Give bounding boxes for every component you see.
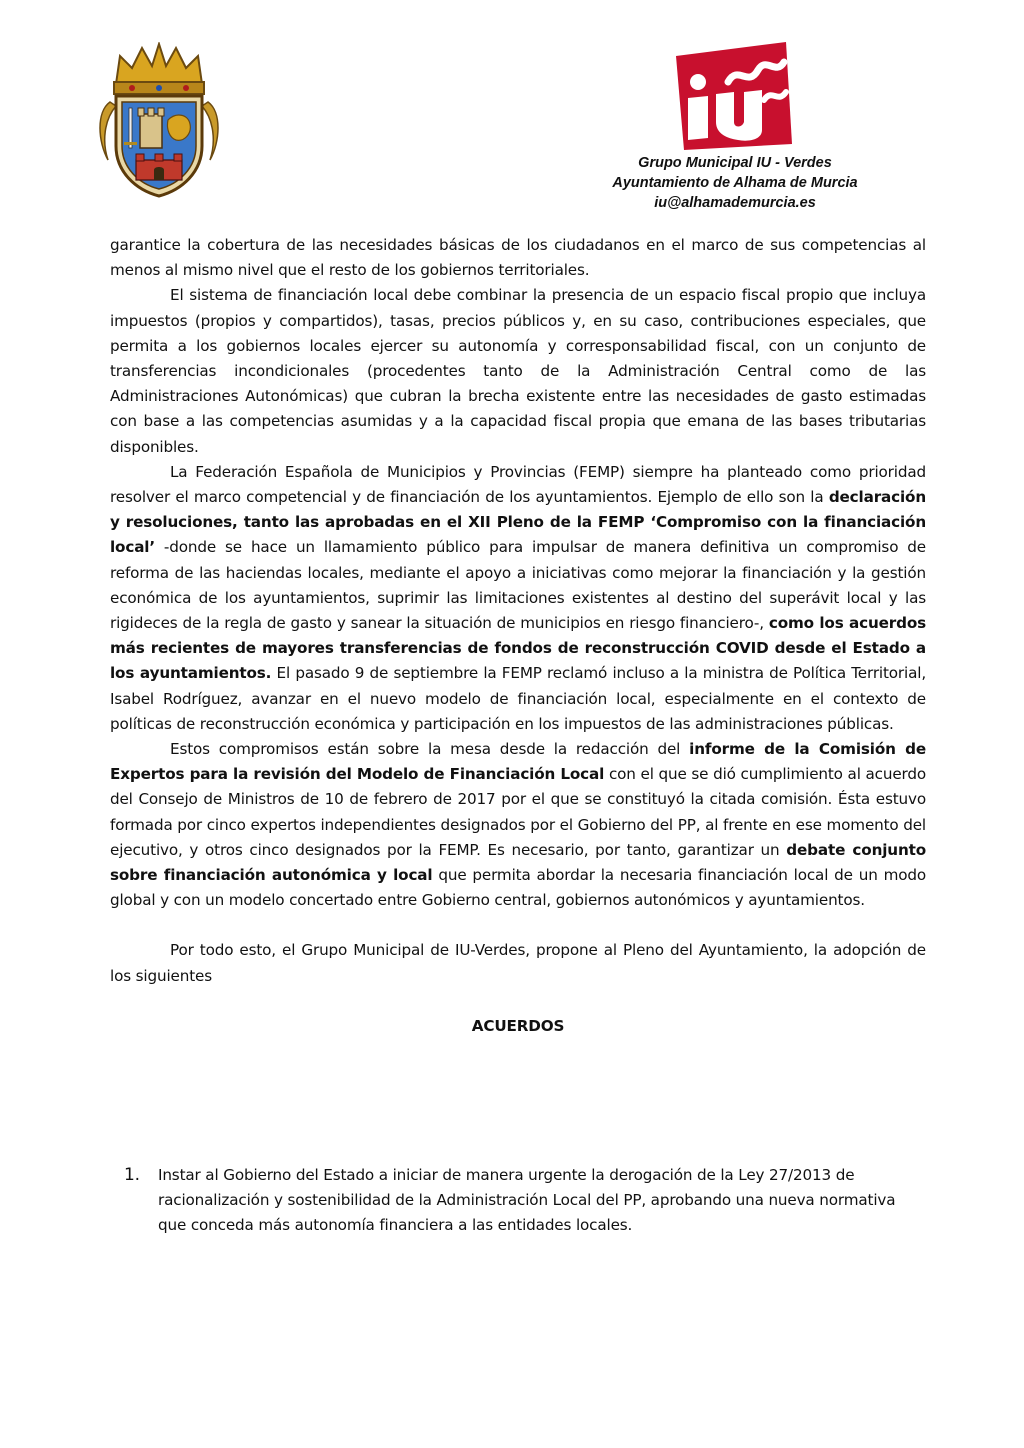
paragraph-femp-bold-2: como los acuerdos más recientes de mayores transferencias de fondos de reconstrucción COVID desde el Estado a los ayuntamientos. bbox=[110, 614, 926, 683]
letterhead-council-name: Ayuntamiento de Alhama de Murcia bbox=[612, 175, 858, 191]
list-item bbox=[110, 1163, 926, 1239]
list-item-number: 1. bbox=[124, 1165, 140, 1185]
paragraph-femp-text-2: -donde se hace un llamamiento público para impulsar de manera definitiva un compromiso de reforma de las haciendas locales, mediante el apoyo a iniciativas como mejorar la financiación y la gestión económica de los ayuntamientos, suprimir las limitaciones existentes al destino del superávit local y las rigideces de la regla de gasto y sanear la situación de municipios en riesgo financiero-, bbox=[110, 538, 926, 633]
letterhead bbox=[560, 153, 910, 213]
iu-party-logo bbox=[668, 42, 794, 150]
list-item-text: Instar al Gobierno del Estado a iniciar de manera urgente la derogación de la Ley 27/2013 de racionalización y sostenibilidad de la Administración Local del PP, aprobando una nueva normativa que conceda más autonomía financiera a las entidades locales. bbox=[158, 1166, 896, 1235]
municipal-crest-emblem bbox=[96, 42, 222, 198]
paragraph-spacer bbox=[110, 913, 926, 938]
letterhead-email: iu@alhamademurcia.es bbox=[654, 195, 816, 211]
paragraph-femp-text-3: El pasado 9 de septiembre la FEMP reclamó incluso a la ministra de Política Territorial, Isabel Rodríguez, avanzar en el nuevo modelo de financiación local, especialmente en el contexto de políticas de reconstrucción económica y participación en los impuestos de las administraciones públicas. bbox=[110, 664, 926, 733]
paragraph-continuation: garantice la cobertura de las necesidades básicas de los ciudadanos en el marco de sus competencias al menos al mismo nivel que el resto de los gobiernos territoriales. bbox=[110, 236, 926, 280]
document-body bbox=[110, 233, 926, 1039]
paragraph-spacer bbox=[110, 989, 926, 1014]
paragraph-femp-bold-1: declaración y resoluciones, tanto las aprobadas en el XII Pleno de la FEMP ‘Compromiso con la financiación local’ bbox=[110, 488, 926, 557]
paragraph-femp-text-1: La Federación Española de Municipios y Provincias (FEMP) siempre ha planteado como prioridad resolver el marco competencial y de financiación de los ayuntamientos. Ejemplo de ello son la bbox=[110, 462, 926, 507]
paragraph-commitments-bold-2: debate conjunto sobre financiación autonómica y local bbox=[110, 840, 927, 885]
section-heading-acuerdos: ACUERDOS bbox=[471, 1016, 565, 1035]
paragraph-femp bbox=[110, 460, 926, 737]
paragraph-commitments bbox=[110, 737, 926, 913]
paragraph-commitments-text-2: con el que se dió cumplimiento al acuerdo del Consejo de Ministros de 10 de febrero de 2017 por el que se constituyó la citada comisión. Ésta estuvo formada por cinco expertos independientes designados por el Gobierno del PP, al frente en ese momento del ejecutivo, y otros cinco designados por la FEMP. Es necesario, por tanto, garantizar un bbox=[110, 765, 926, 859]
paragraph-commitments-text-3: que permita abordar la necesaria financiación local de un modo global y con un modelo concertado entre Gobierno central, gobiernos autonómicos y ayuntamientos. bbox=[110, 866, 926, 910]
paragraph-commitments-bold-1: informe de la Comisión de Expertos para la revisión del Modelo de Financiación Local bbox=[110, 740, 926, 784]
agreements-list bbox=[110, 1163, 926, 1239]
paragraph-commitments-text-1: Estos compromisos están sobre la mesa desde la redacción del bbox=[170, 740, 690, 759]
paragraph-proposal: Por todo esto, el Grupo Municipal de IU-Verdes, propone al Pleno del Ayuntamiento, la adopción de los siguientes bbox=[110, 941, 926, 985]
letterhead-group-name: Grupo Municipal IU - Verdes bbox=[638, 155, 832, 171]
paragraph-financing-system: El sistema de financiación local debe combinar la presencia de un espacio fiscal propio que incluya impuestos (propios y compartidos), tasas, precios públicos y, en su caso, contribuciones especiales, que permita a los gobiernos locales ejercer su autonomía y corresponsabilidad fiscal, con un conjunto de transferencias incondicionales (procedentes tanto de la Administración Central como de las Administraciones Autonómicas) que cubran la brecha existente entre las necesidades de gasto estimadas con base a las competencias asumidas y a la capacidad fiscal propia que emana de las bases tributarias disponibles. bbox=[110, 286, 926, 456]
